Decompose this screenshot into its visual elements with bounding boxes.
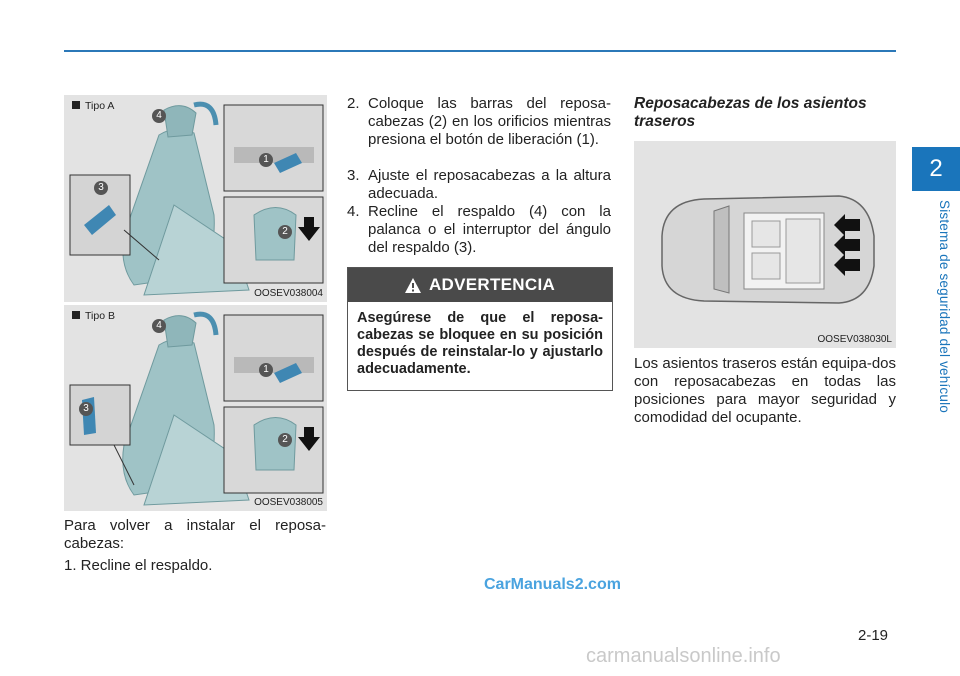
chapter-title: Sistema de seguridad del vehículo xyxy=(937,200,952,413)
callout-4: 4 xyxy=(152,109,166,123)
watermark: CarManuals2.com xyxy=(484,576,621,593)
figure-seat-type-a xyxy=(64,95,327,302)
warning-triangle-icon xyxy=(405,278,421,293)
warning-header: ADVERTENCIA xyxy=(348,268,612,302)
figure-rear-seats xyxy=(634,141,896,348)
figure-tag: Tipo B xyxy=(72,310,115,322)
seat-illustration xyxy=(64,305,327,511)
figure-code: OOSEV038005 xyxy=(254,497,323,508)
warning-text: Asegúrese de que el reposa-cabezas se bloquee en su posición después de reinstalar-lo y ajustarlo adecuadamente. xyxy=(357,310,603,377)
callout-2: 2 xyxy=(278,433,292,447)
step-3: 3. Ajuste el reposacabezas a la altura adecuada. xyxy=(347,167,611,202)
figure-code: OOSEV038030L xyxy=(817,334,892,345)
callout-1: 1 xyxy=(259,363,273,377)
step-2: 2. Coloque las barras del reposa-cabezas (2) en los orificios mientras presiona el botón de liberación (1). xyxy=(347,95,611,148)
callout-3: 3 xyxy=(94,181,108,195)
intro-paragraph: Para volver a instalar el reposa-cabezas: xyxy=(64,517,326,552)
section-heading: Reposacabezas de los asientos traseros xyxy=(634,95,867,130)
header-rule xyxy=(64,50,896,52)
callout-2: 2 xyxy=(278,225,292,239)
callout-1: 1 xyxy=(259,153,273,167)
watermark-footer: carmanualsonline.info xyxy=(586,645,781,667)
chapter-number-tab: 2 xyxy=(912,147,960,191)
page-number: 2-19 xyxy=(858,627,889,644)
step-1: 1. Recline el respaldo. xyxy=(64,557,213,574)
car-top-view-illustration xyxy=(634,141,896,348)
callout-3: 3 xyxy=(79,402,93,416)
seat-illustration xyxy=(64,95,327,302)
warning-box xyxy=(347,267,613,391)
figure-seat-type-b xyxy=(64,305,327,511)
figure-code: OOSEV038004 xyxy=(254,288,323,299)
step-4: 4. Recline el respaldo (4) con la palanca o el interruptor del ángulo del respaldo (3). xyxy=(347,203,611,256)
rear-seats-paragraph: Los asientos traseros están equipa-dos con reposacabezas en todas las posiciones para mayor seguridad y comodidad del ocupante. xyxy=(634,355,896,426)
figure-tag: Tipo A xyxy=(72,100,114,112)
callout-4: 4 xyxy=(152,319,166,333)
